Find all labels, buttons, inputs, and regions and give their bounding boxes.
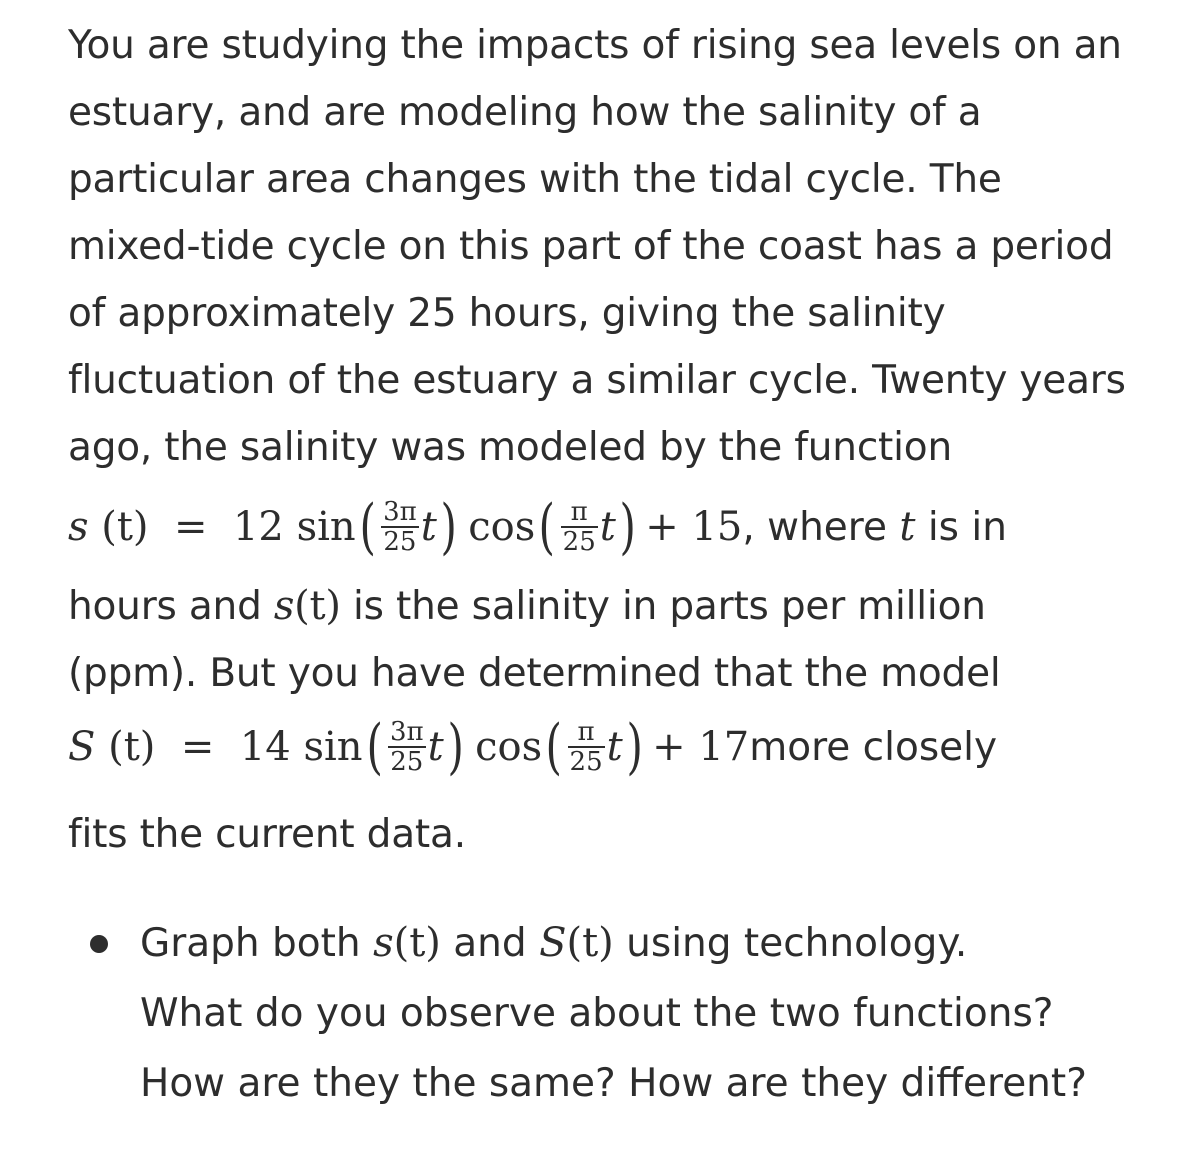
middle-line-1: hours and s(t) is the salinity in parts per million (68, 583, 986, 629)
right-paren: ) (440, 492, 457, 562)
eq2-fraction-1: $\frac{3\pi}{25}$ (389, 717, 424, 777)
equation-old-model (68, 481, 1178, 573)
left-paren: ( (538, 492, 556, 562)
question-list (68, 908, 1178, 1119)
eq2-constant: + 17 (652, 724, 750, 770)
intro-line: particular area changes with the tidal cycle. The (68, 157, 1002, 202)
eq1-sin: sin (296, 504, 356, 550)
eq1-function-name: s (68, 504, 89, 550)
intro-line: You are studying the impacts of rising sea levels on an (68, 23, 1122, 68)
question-line-3: How are they the same? How are they different? (140, 1061, 1087, 1106)
equation-new-model (68, 707, 1178, 787)
eq2-fraction-2: $\frac{\pi}{25}$ (569, 717, 603, 777)
eq2-variable: t (427, 724, 444, 770)
intro-line: mixed-tide cycle on this part of the coast has a period (68, 224, 1114, 269)
problem-content (68, 12, 1178, 1119)
eq1-variable: t (420, 504, 437, 550)
intro-line: estuary, and are modeling how the salinity of a (68, 90, 982, 135)
eq1-fraction-2: $\frac{\pi}{25}$ (562, 497, 596, 557)
tail-paragraph (68, 801, 1178, 868)
eq1-argument: (t) (101, 504, 149, 550)
eq2-variable: t (606, 724, 623, 770)
eq1-fraction-1: $\frac{3\pi}{25}$ (383, 497, 417, 557)
eq1-variable: t (599, 504, 616, 550)
intro-paragraph (68, 12, 1178, 481)
question-line-1: Graph both s(t) and S(t) using technology. (140, 920, 968, 966)
eq2-argument: (t) (108, 724, 156, 770)
left-paren: ( (545, 712, 563, 782)
right-paren: ) (619, 492, 636, 562)
middle-line-2: (ppm). But you have determined that the model (68, 651, 1001, 696)
intro-line: fluctuation of the estuary a similar cycle. Twenty years (68, 358, 1126, 403)
middle-paragraph (68, 573, 1178, 707)
intro-line: of approximately 25 hours, giving the salinity (68, 291, 946, 336)
eq2-equals: = (180, 724, 215, 770)
eq2-coefficient: 14 (239, 724, 291, 770)
right-paren: ) (626, 712, 643, 782)
eq2-trailing-text: more closely (749, 724, 998, 770)
left-paren: ( (366, 712, 383, 782)
bullet-icon (90, 935, 108, 953)
question-line-2: What do you observe about the two functions? (140, 991, 1054, 1036)
eq1-constant: + 15 (645, 504, 743, 550)
eq1-equals: = (173, 504, 208, 550)
eq1-trailing-text: , where t is in (742, 504, 1007, 550)
list-item (68, 908, 1178, 1119)
eq1-cos: cos (468, 504, 536, 550)
tail-line: fits the current data. (68, 812, 466, 857)
eq2-cos: cos (475, 724, 543, 770)
eq1-coefficient: 12 (232, 504, 284, 550)
eq2-sin: sin (303, 724, 363, 770)
eq2-function-name: S (68, 724, 96, 770)
intro-line: ago, the salinity was modeled by the function (68, 425, 952, 470)
left-paren: ( (359, 492, 376, 562)
right-paren: ) (447, 712, 464, 782)
